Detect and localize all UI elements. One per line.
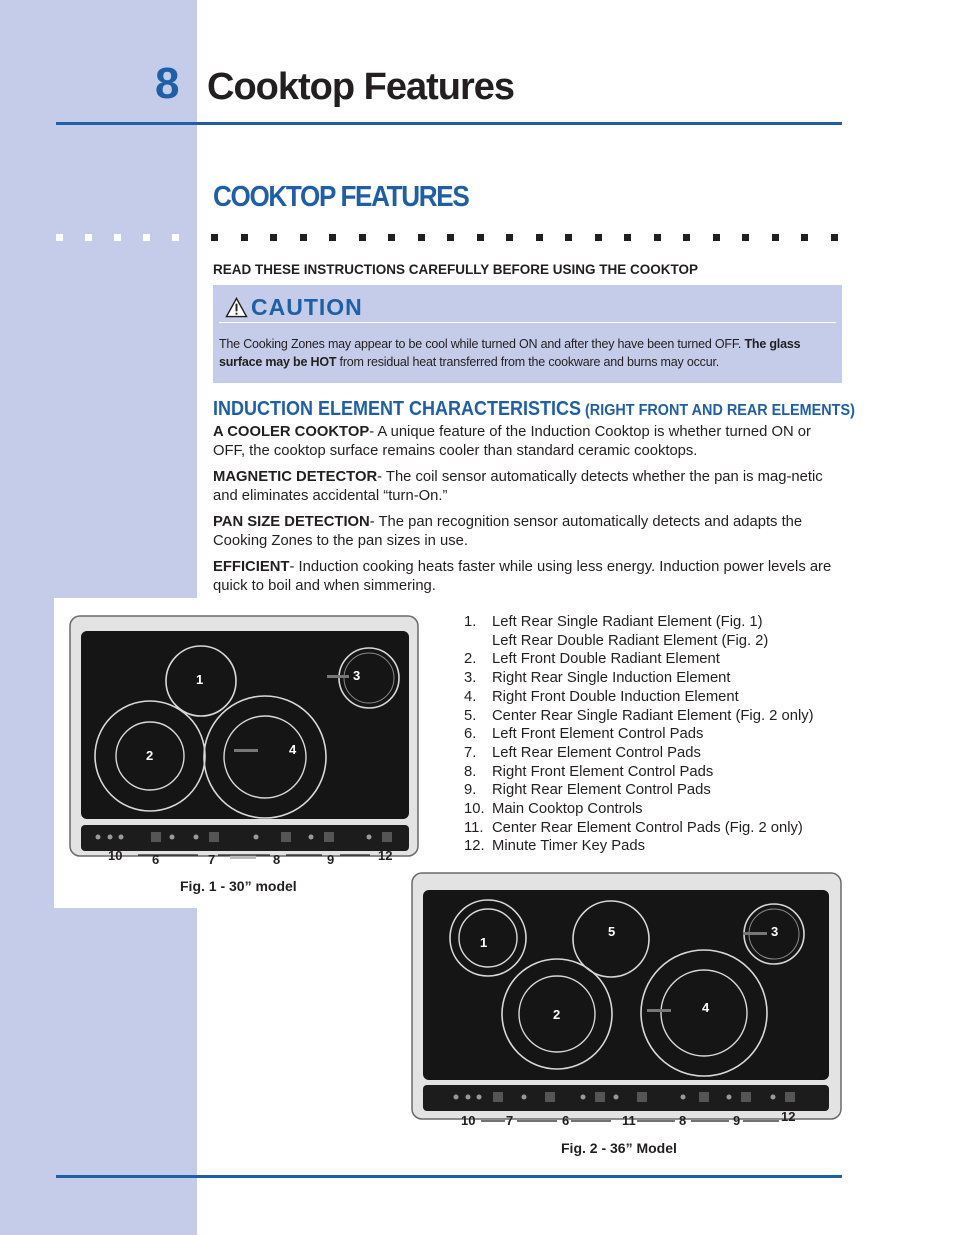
legend-number: 7. [464,744,477,761]
element-label: 1 [480,935,488,950]
legend-item [464,800,844,819]
element-label: 3 [353,668,361,683]
feature-term: A COOLER COOKTOP [213,424,370,440]
separator-dot [801,234,808,241]
legend-item [464,781,844,800]
legend-text: Center Rear Element Control Pads (Fig. 2 only) [492,819,803,836]
legend-number: 2. [464,651,477,668]
legend-item [464,725,844,744]
separator-dot [418,234,425,241]
legend-text: Right Rear Element Control Pads [492,782,711,799]
legend-text: Center Rear Single Radiant Element (Fig. 2 only) [492,707,814,724]
legend-number: 11. [464,819,484,836]
warning-triangle-icon [225,297,248,318]
feature-text: - The coil sensor automatically detects whether the pan is mag-netic and eliminates accidental “turn-On.” [213,469,823,504]
caution-divider [219,322,836,323]
caution-text-bold: The glass surface may be HOT [219,337,801,369]
caution-text-start: The Cooking Zones may appear to be cool while turned ON and after they have been turned OFF. [219,337,745,351]
legend-number: 10. [464,801,485,818]
legend-item [464,669,844,688]
figure-1-caption: Fig. 1 - 30” model [180,878,297,894]
separator-dot [447,234,454,241]
feature-pan-size-detection [213,513,843,551]
chapter-number: 8 [155,59,180,108]
legend-text: Left Front Element Control Pads [492,726,704,743]
legend-text: Right Rear Single Induction Element [492,670,731,687]
legend-item [464,837,844,856]
legend-text: Right Front Element Control Pads [492,763,714,780]
separator-dot [772,234,779,241]
callout-number: 11 [622,1113,636,1128]
legend-item [464,744,844,763]
legend-item [464,763,844,782]
separator-dot [536,234,543,241]
cooktop-30-inch-illustration [69,615,419,861]
legend-item [464,707,844,726]
separator-dot [831,234,838,241]
caution-box [213,285,842,383]
caution-label: CAUTION [251,293,363,320]
separator-dot [359,234,366,241]
separator-dot [300,234,307,241]
legend-number: 9. [464,782,477,799]
feature-term: PAN SIZE DETECTION [213,514,370,530]
sidebar-dot-row [56,234,186,242]
header-rule [56,122,842,125]
separator-dot [683,234,690,241]
legend-number: 8. [464,763,477,780]
chapter-title: Cooktop Features [207,66,515,108]
callout-number: 9 [733,1113,741,1128]
legend-text: Minute Timer Key Pads [492,838,645,855]
element-label: 2 [146,748,154,763]
section-title: COOKTOP FEATURES [213,181,469,213]
induction-subtitle: (RIGHT FRONT AND REAR ELEMENTS) [585,402,855,419]
callout-number: 8 [679,1113,687,1128]
legend-text: Left Rear Element Control Pads [492,744,701,761]
induction-heading [213,398,855,421]
caution-header [225,295,363,319]
cooktop-36-inch-illustration [411,872,842,1124]
separator-dot [477,234,484,241]
legend-continuation: Left Rear Double Radiant Element (Fig. 2) [492,632,769,649]
callout-number: 6 [562,1113,570,1128]
footer-rule [56,1175,842,1178]
legend-item [464,819,844,838]
legend-number: 1. [464,614,477,630]
legend-item [464,688,844,707]
instruction-heading: READ THESE INSTRUCTIONS CAREFULLY BEFORE USING THE COOKTOP [213,262,699,277]
feature-text: - Induction cooking heats faster while using less energy. Induction power levels are quick to boil and when simmering. [213,559,832,594]
callout-number: 12 [378,848,393,863]
figure-2-caption: Fig. 2 - 36” Model [561,1140,677,1156]
caution-text [219,335,839,371]
feature-term: MAGNETIC DETECTOR [213,469,378,485]
callout-number: 10 [108,848,123,863]
separator-dot [742,234,749,241]
element-label: 1 [196,672,204,687]
feature-text: - The pan recognition sensor automatically detects and adapts the Cooking Zones to the pan sizes in use. [213,514,803,549]
separator-dot [595,234,602,241]
callout-number: 7 [506,1113,514,1128]
section-dot-row [211,234,843,242]
parts-legend [464,613,844,856]
element-label: 4 [289,742,297,757]
callout-number: 10 [461,1113,476,1128]
separator-dot [713,234,720,241]
separator-dot [241,234,248,241]
legend-item [464,650,844,669]
callout-number: 8 [273,852,281,867]
feature-magnetic-detector [213,468,843,506]
separator-dot [624,234,631,241]
feature-term: EFFICIENT [213,559,290,575]
callout-number: 9 [327,852,335,867]
legend-number: 5. [464,707,477,724]
feature-cooler-cooktop [213,423,843,461]
callout-number: 7 [208,852,216,867]
legend-number: 4. [464,688,477,705]
element-label: 2 [553,1007,561,1022]
separator-dot [654,234,661,241]
legend-text: Main Cooktop Controls [492,801,643,818]
separator-dot [211,234,218,241]
induction-title: INDUCTION ELEMENT CHARACTERISTICS [213,398,582,420]
element-label: 5 [608,924,616,939]
legend-text: Left Rear Single Radiant Element (Fig. 1) [492,614,763,630]
legend-item [464,613,844,632]
callout-number: 12 [781,1109,796,1124]
separator-dot [388,234,395,241]
callout-number: 6 [152,852,160,867]
legend-number: 3. [464,670,477,687]
separator-dot [565,234,572,241]
legend-number: 6. [464,726,477,743]
caution-text-end: from residual heat transferred from the cookware and burns may occur. [336,355,719,369]
separator-dot [270,234,277,241]
legend-text: Left Front Double Radiant Element [492,651,720,668]
legend-number: 12. [464,838,485,855]
feature-efficient [213,558,843,596]
separator-dot [329,234,336,241]
element-label: 4 [702,1000,710,1015]
element-label: 3 [771,924,779,939]
feature-text: - A unique feature of the Induction Cooktop is whether turned ON or OFF, the cooktop surface remains cooler than standard ceramic cooktops. [213,424,811,459]
separator-dot [506,234,513,241]
legend-text: Right Front Double Induction Element [492,688,739,705]
